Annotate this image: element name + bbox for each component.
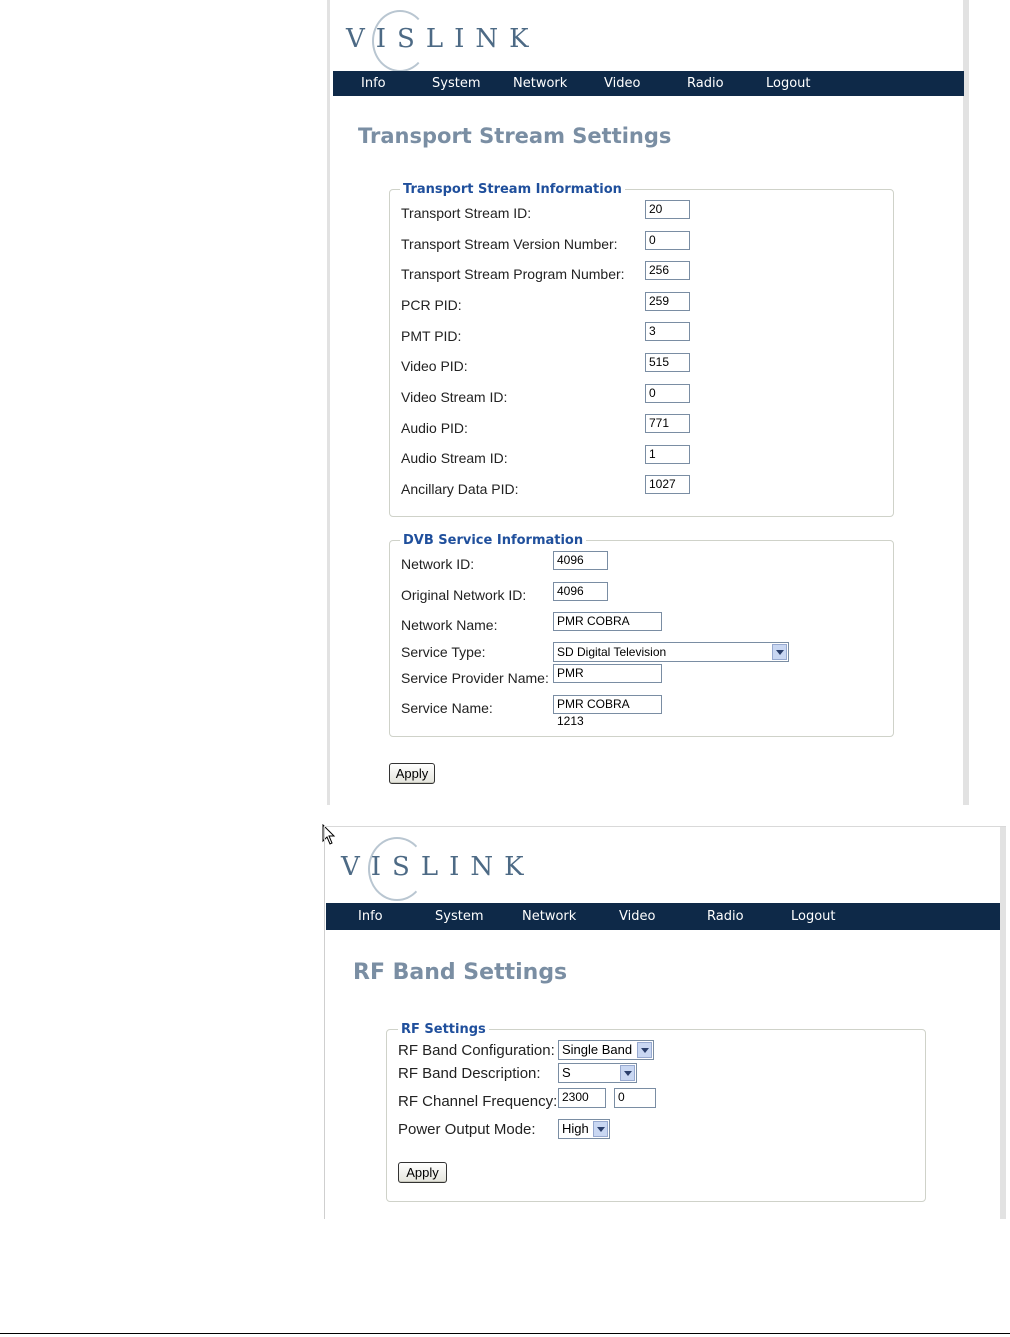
nav-info[interactable]: Info <box>361 76 386 91</box>
network-name-label: Network Name: <box>401 617 498 633</box>
nav-system[interactable]: System <box>432 76 481 91</box>
ts-info-legend: Transport Stream Information <box>400 182 625 197</box>
ts-id-input[interactable]: 20 <box>645 200 690 219</box>
nav-radio[interactable]: Radio <box>707 909 744 924</box>
pmt-pid-input[interactable]: 3 <box>645 322 690 341</box>
chevron-down-icon[interactable] <box>593 1121 608 1137</box>
video-pid-label: Video PID: <box>401 358 468 374</box>
audio-pid-input[interactable]: 771 <box>645 414 690 433</box>
rf-panel-right-edge <box>1000 826 1006 1219</box>
chevron-down-icon[interactable] <box>637 1042 652 1058</box>
ts-program-label: Transport Stream Program Number: <box>401 266 625 282</box>
audio-stream-id-input[interactable]: 1 <box>645 445 690 464</box>
freq-main-input[interactable]: 2300 <box>558 1088 606 1108</box>
service-type-value: SD Digital Television <box>557 645 667 659</box>
power-label: Power Output Mode: <box>398 1121 536 1138</box>
network-id-label: Network ID: <box>401 556 475 572</box>
ts-apply-button[interactable]: Apply <box>389 763 435 784</box>
band-config-select[interactable] <box>558 1040 654 1060</box>
ancillary-pid-input[interactable]: 1027 <box>645 475 690 494</box>
logo-text: VISLINK <box>341 852 535 882</box>
provider-input[interactable]: PMR <box>553 664 662 683</box>
network-name-input[interactable]: PMR COBRA <box>553 612 662 631</box>
dvb-legend: DVB Service Information <box>400 533 586 548</box>
nav-logout[interactable]: Logout <box>766 76 811 91</box>
rf-page-title: RF Band Settings <box>353 960 568 985</box>
chevron-down-icon[interactable] <box>620 1065 635 1081</box>
video-pid-input[interactable]: 515 <box>645 353 690 372</box>
band-desc-select[interactable] <box>558 1063 637 1083</box>
nav-logout[interactable]: Logout <box>791 909 836 924</box>
panel-left-edge <box>327 0 330 805</box>
orig-network-id-label: Original Network ID: <box>401 587 527 603</box>
service-name-label: Service Name: <box>401 700 493 716</box>
power-select[interactable] <box>558 1119 610 1139</box>
service-type-label: Service Type: <box>401 644 486 660</box>
nav-video[interactable]: Video <box>604 76 641 91</box>
pcr-pid-input[interactable]: 259 <box>645 292 690 311</box>
nav-system[interactable]: System <box>435 909 484 924</box>
rf-panel-left-edge <box>324 826 325 1219</box>
orig-network-id-input[interactable]: 4096 <box>553 582 608 601</box>
nav-network[interactable]: Network <box>522 909 577 924</box>
pmt-pid-label: PMT PID: <box>401 328 462 344</box>
video-stream-id-label: Video Stream ID: <box>401 389 508 405</box>
band-config-label: RF Band Configuration: <box>398 1042 555 1059</box>
network-id-input[interactable]: 4096 <box>553 551 608 570</box>
ts-version-input[interactable]: 0 <box>645 231 690 250</box>
ancillary-pid-label: Ancillary Data PID: <box>401 481 519 497</box>
service-type-select[interactable] <box>553 642 789 662</box>
nav-info[interactable]: Info <box>358 909 383 924</box>
nav-radio[interactable]: Radio <box>687 76 724 91</box>
service-name-input[interactable]: PMR COBRA 1213 <box>553 695 662 714</box>
band-desc-value: S <box>562 1065 571 1080</box>
nav-network[interactable]: Network <box>513 76 568 91</box>
ts-version-label: Transport Stream Version Number: <box>401 236 618 252</box>
page-title: Transport Stream Settings <box>358 124 672 148</box>
rf-apply-button[interactable]: Apply <box>398 1162 447 1183</box>
freq-sub-input[interactable]: 0 <box>614 1088 656 1108</box>
audio-stream-id-label: Audio Stream ID: <box>401 450 508 466</box>
provider-label: Service Provider Name: <box>401 670 549 686</box>
video-stream-id-input[interactable]: 0 <box>645 384 690 403</box>
rf-settings-legend: RF Settings <box>398 1022 489 1037</box>
top-nav <box>333 71 964 96</box>
top-nav-2 <box>326 903 1000 930</box>
band-config-value: Single Band <box>562 1042 633 1057</box>
power-value: High <box>562 1121 589 1136</box>
panel-right-edge <box>963 0 969 805</box>
ts-id-label: Transport Stream ID: <box>401 205 532 221</box>
chevron-down-icon[interactable] <box>772 644 787 660</box>
logo-text: VISLINK <box>346 24 540 54</box>
pcr-pid-label: PCR PID: <box>401 297 462 313</box>
freq-label: RF Channel Frequency: <box>398 1093 558 1110</box>
page-bottom-rule <box>0 1333 1010 1334</box>
audio-pid-label: Audio PID: <box>401 420 468 436</box>
band-desc-label: RF Band Description: <box>398 1065 541 1082</box>
nav-video[interactable]: Video <box>619 909 656 924</box>
rf-panel-top-edge <box>324 826 1006 827</box>
ts-program-input[interactable]: 256 <box>645 261 690 280</box>
